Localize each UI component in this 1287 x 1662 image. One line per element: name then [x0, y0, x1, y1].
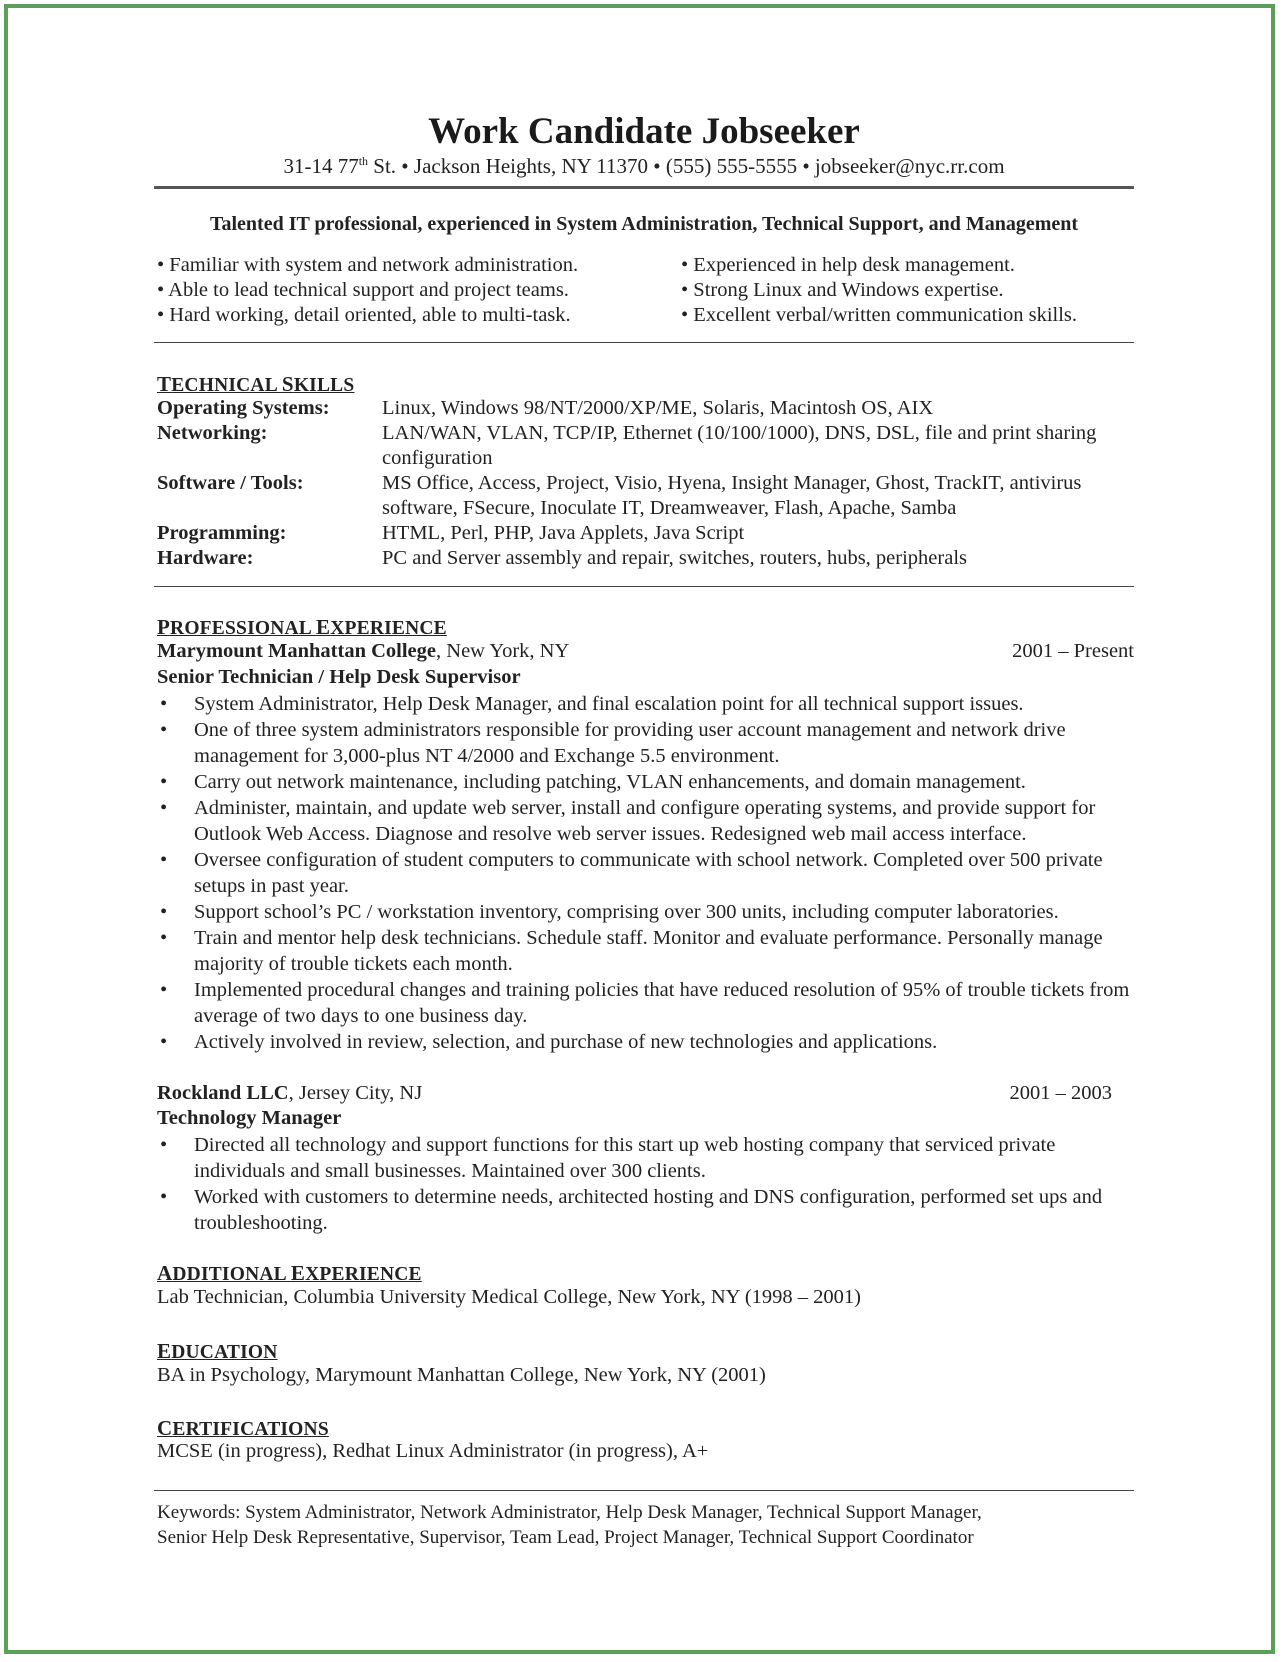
certifications-text: MCSE (in progress), Redhat Linux Administrator (in progress), A+ [157, 1440, 709, 1462]
heading-initial: E [157, 1339, 172, 1363]
keywords-line: Senior Help Desk Representative, Supervisor, Team Lead, Project Manager, Technical Support Coordinator [157, 1527, 974, 1548]
skill-row [157, 471, 1134, 521]
job-dates: 2001 – Present [1012, 640, 1134, 662]
bullet-icon: • [160, 719, 168, 741]
heading-initial: T [157, 372, 172, 396]
skill-value: MS Office, Access, Project, Visio, Hyena, Insight Manager, Ghost, TrackIT, antivirus software, FSecure, Inoculate IT, Dreamweaver, Flash, Apache, Samba [382, 472, 1082, 519]
keywords-divider [154, 1490, 1134, 1491]
bullet-text: Oversee configuration of student computers to communicate with school network. Completed over 500 private setups in past year. [194, 849, 1103, 897]
bullet-icon: • [160, 1031, 168, 1053]
heading-initial: E [316, 615, 331, 639]
skill-row [157, 521, 1134, 546]
heading-initial: C [157, 1416, 173, 1440]
list-item [157, 1184, 1134, 1236]
list-item [157, 847, 1134, 899]
bullet-icon: • [160, 693, 168, 715]
bullet-icon: • [160, 849, 168, 871]
bullet-icon: • [160, 797, 168, 819]
employer-location: , Jersey City, NJ [288, 1082, 423, 1104]
employer-location: , New York, NY [436, 640, 570, 662]
employer-name: Rockland LLC [157, 1082, 289, 1104]
additional-experience-heading [157, 1261, 422, 1286]
address-start: 31-14 77 [283, 154, 359, 178]
keywords-line: Keywords: System Administrator, Network Administrator, Help Desk Manager, Technical Support Manager, [157, 1502, 982, 1523]
skill-label: Networking: [157, 422, 268, 444]
job-title: Technology Manager [157, 1107, 342, 1129]
bullet-icon: • [160, 901, 168, 923]
bullet-icon: • [160, 979, 168, 1001]
employer [157, 1082, 422, 1104]
heading-rest: ECHNICAL [171, 375, 282, 396]
bullet-text: Train and mentor help desk technicians. Schedule staff. Monitor and evaluate performance. Personally manage majority of trouble tickets each month. [194, 927, 1103, 975]
header-divider [154, 186, 1134, 189]
keywords-block [157, 1500, 1134, 1550]
summary-item: • Experienced in help desk management. [681, 254, 1015, 276]
bullet-text: Worked with customers to determine needs, architected hosting and DNS configuration, performed set ups and troubleshooting. [194, 1186, 1103, 1234]
heading-initial: S [281, 372, 294, 396]
bullet-icon: • [160, 1186, 168, 1208]
heading-initial: A [157, 1261, 173, 1285]
heading-rest: DUCATION [171, 1342, 278, 1363]
objective-statement: Talented IT professional, experienced in System Administration, Technical Support, and Management [209, 213, 1079, 235]
bullet-text: Implemented procedural changes and training policies that have reduced resolution of 95% of trouble tickets from average of two days to one business day. [194, 979, 1130, 1027]
heading-initial: P [157, 615, 171, 639]
heading-rest: DDITIONAL [172, 1264, 291, 1285]
list-item [157, 1029, 1134, 1055]
summary-item: • Strong Linux and Windows expertise. [681, 279, 1004, 301]
job-bullets [157, 691, 1134, 1055]
list-item [157, 925, 1134, 977]
summary-column-left [157, 253, 578, 328]
bullet-text: Actively involved in review, selection, and purchase of new technologies and applications. [194, 1031, 938, 1053]
certifications-heading [157, 1416, 329, 1441]
skill-label: Software / Tools: [157, 472, 304, 494]
heading-initial: E [290, 1261, 306, 1285]
education-text: BA in Psychology, Marymount Manhattan College, New York, NY (2001) [157, 1364, 766, 1386]
summary-item: • Able to lead technical support and project teams. [157, 279, 569, 301]
skills-table [157, 396, 1134, 571]
list-item [157, 1132, 1134, 1184]
summary-item: • Hard working, detail oriented, able to multi-task. [157, 304, 571, 326]
job-dates: 2001 – 2003 [1009, 1082, 1112, 1104]
education-heading [157, 1339, 278, 1364]
heading-rest: XPERIENCE [305, 1264, 422, 1285]
technical-skills-heading [157, 372, 354, 397]
summary-item: • Familiar with system and network administration. [157, 254, 579, 276]
job-title: Senior Technician / Help Desk Supervisor [157, 666, 521, 688]
job-bullets [157, 1132, 1134, 1236]
skill-row [157, 396, 1134, 421]
skill-value: HTML, Perl, PHP, Java Applets, Java Script [382, 522, 745, 544]
contact-line [154, 154, 1134, 179]
candidate-name: Work Candidate Jobseeker [428, 111, 860, 152]
bullet-icon: • [160, 771, 168, 793]
skill-value: LAN/WAN, VLAN, TCP/IP, Ethernet (10/100/1000), DNS, DSL, file and print sharing configuration [382, 422, 1097, 469]
list-item [157, 717, 1134, 769]
bullet-text: Carry out network maintenance, including patching, VLAN enhancements, and domain management. [194, 771, 1026, 793]
summary-column-right [681, 253, 1077, 328]
list-item [157, 977, 1134, 1029]
list-item [157, 795, 1134, 847]
heading-rest: ERTIFICATIONS [172, 1419, 329, 1440]
job-header [157, 1082, 1134, 1105]
heading-rest: XPERIENCE [330, 618, 447, 639]
list-item [157, 769, 1134, 795]
skill-row [157, 421, 1134, 471]
summary-divider [154, 342, 1134, 343]
bullet-icon: • [160, 1134, 168, 1156]
additional-experience-text: Lab Technician, Columbia University Medical College, New York, NY (1998 – 2001) [157, 1286, 861, 1308]
heading-rest: ROFESSIONAL [170, 618, 317, 639]
job-header [157, 640, 1134, 663]
skill-row [157, 546, 1134, 571]
skills-divider [154, 586, 1134, 587]
bullet-text: One of three system administrators responsible for providing user account management and network drive management for 3,000-plus NT 4/2000 and Exchange 5.5 environment. [194, 719, 1066, 767]
list-item [157, 691, 1134, 717]
address-ordinal: th [358, 154, 369, 168]
employer [157, 640, 569, 662]
bullet-text: Directed all technology and support functions for this start up web hosting company that serviced private individuals and small businesses. Maintained over 300 clients. [194, 1134, 1056, 1182]
employer-name: Marymount Manhattan College [157, 640, 437, 662]
bullet-text: Administer, maintain, and update web server, install and configure operating systems, and provide support for Outlook Web Access. Diagnose and resolve web server issues. Redesigned web mail access interface. [194, 797, 1096, 845]
bullet-icon: • [160, 927, 168, 949]
skill-label: Operating Systems: [157, 397, 330, 419]
address-rest: St. • Jackson Heights, NY 11370 • (555) 555-5555 • jobseeker@nyc.rr.com [368, 154, 1005, 178]
skill-value: PC and Server assembly and repair, switches, routers, hubs, peripherals [382, 547, 967, 569]
bullet-text: Support school’s PC / workstation inventory, comprising over 300 units, including computer laboratories. [194, 901, 1059, 923]
skill-label: Programming: [157, 522, 287, 544]
skill-label: Hardware: [157, 547, 254, 569]
summary-item: • Excellent verbal/written communication skills. [681, 304, 1078, 326]
bullet-text: System Administrator, Help Desk Manager, and final escalation point for all technical support issues. [194, 693, 1024, 715]
list-item [157, 899, 1134, 925]
skill-value: Linux, Windows 98/NT/2000/XP/ME, Solaris, Macintosh OS, AIX [382, 397, 934, 419]
experience-heading [157, 615, 447, 640]
heading-rest: KILLS [293, 375, 355, 396]
